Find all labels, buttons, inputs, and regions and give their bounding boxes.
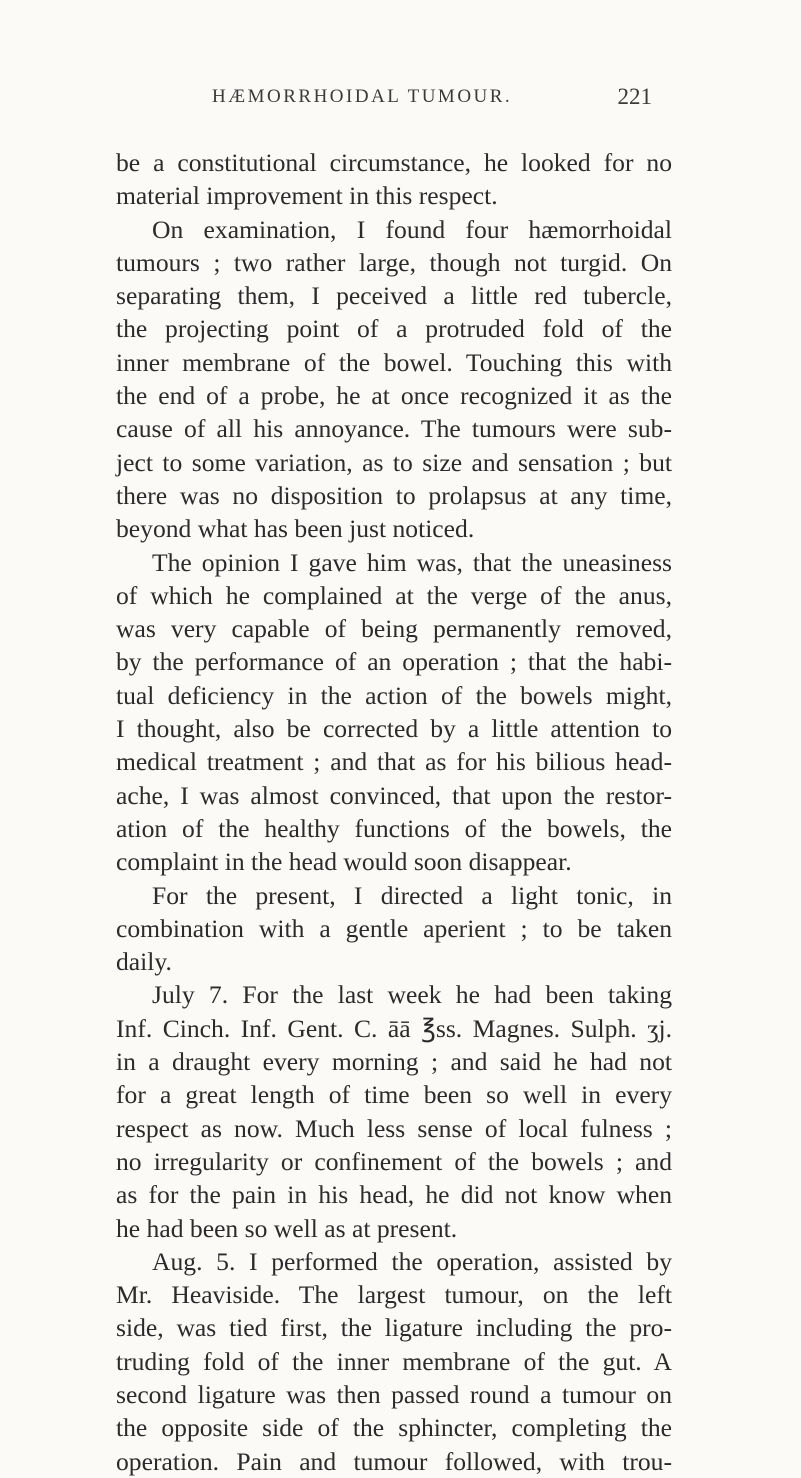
text-line: he had been so well as at present. (116, 1213, 458, 1243)
text-line: daily. (116, 947, 172, 977)
text-line: Inf. Cinch. Inf. Gent. C. āā ℥ss. Magnes. Sulph. ʒj. (116, 1013, 672, 1043)
text-line: second ligature was then passed round a tumour on (116, 1379, 672, 1409)
text-line: Aug. 5. I performed the operation, assisted by (152, 1246, 672, 1276)
text-line: no irregularity or confinement of the bowels ; and (116, 1146, 672, 1176)
text-line: tumours ; two rather large, though not turgid. On (116, 247, 672, 277)
text-line: operation. Pain and tumour followed, with trou- (116, 1446, 672, 1476)
running-head: HÆMORRHOIDAL TUMOUR. (212, 86, 513, 107)
text-line: ject to some variation, as to size and sensation ; but (116, 447, 672, 477)
text-line: by the performance of an operation ; that the habi- (116, 647, 672, 677)
text-line: as for the pain in his head, he did not know when (116, 1180, 672, 1210)
text-line: On examination, I found four hæmorrhoidal (152, 214, 672, 244)
text-line: truding fold of the inner membrane of the gut. A (116, 1346, 672, 1376)
text-line: ation of the healthy functions of the bowels, the (116, 813, 672, 843)
text-line: of which he complained at the verge of the anus, (116, 580, 672, 610)
text-line: July 7. For the last week he had been taking (152, 980, 672, 1010)
text-line: cause of all his annoyance. The tumours were sub- (116, 414, 672, 444)
text-line: the end of a probe, he at once recognized it as the (116, 381, 672, 411)
text-line: tual deficiency in the action of the bowels might, (116, 680, 672, 710)
text-line: medical treatment ; and that as for his bilious head- (116, 747, 672, 777)
text-line: side, was tied first, the ligature including the pro- (116, 1313, 672, 1343)
text-line: Mr. Heaviside. The largest tumour, on the left (116, 1280, 672, 1310)
text-line: I thought, also be corrected by a little attention to (116, 714, 672, 744)
text-line: be a constitutional circumstance, he looked for no (116, 148, 672, 177)
text-line: For the present, I directed a light tonic, in (152, 880, 672, 910)
text-line: the projecting point of a protruded fold of the (116, 314, 672, 344)
text-line: for a great length of time been so well in every (116, 1080, 672, 1110)
text-line: The opinion I gave him was, that the uneasiness (152, 547, 672, 577)
text-line: beyond what has been just noticed. (116, 514, 475, 544)
text-line: was very capable of being permanently removed, (116, 614, 672, 644)
page-header (212, 86, 652, 116)
body-text (116, 146, 672, 1478)
page-number: 221 (617, 84, 652, 109)
text-line: ache, I was almost convinced, that upon the restor- (116, 780, 672, 810)
text-line: there was no disposition to prolapsus at any time, (116, 480, 672, 510)
text-line: the opposite side of the sphincter, completing the (116, 1413, 672, 1443)
text-line: separating them, I peceived a little red tubercle, (116, 281, 672, 311)
text-line: inner membrane of the bowel. Touching this with (116, 347, 672, 377)
text-line: combination with a gentle aperient ; to be taken (116, 913, 672, 943)
text-line: respect as now. Much less sense of local fulness ; (116, 1113, 672, 1143)
text-line: material improvement in this respect. (116, 181, 498, 211)
text-line: in a draught every morning ; and said he had not (116, 1047, 672, 1077)
text-line: complaint in the head would soon disappear. (116, 847, 572, 877)
